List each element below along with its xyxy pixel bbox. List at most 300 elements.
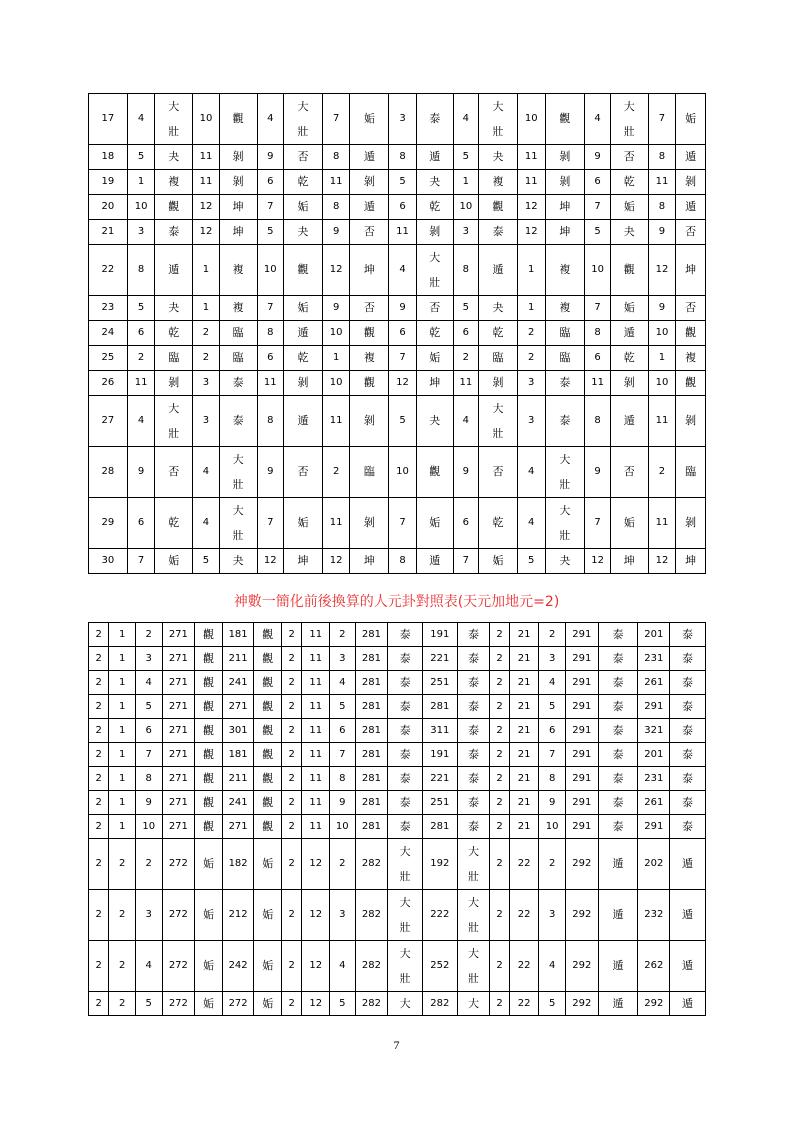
table-cell: 22: [509, 992, 539, 1016]
table-cell: 282: [422, 992, 457, 1016]
table-cell: 281: [422, 815, 457, 839]
hexagram-char: 壯: [168, 125, 180, 138]
table-cell: 11: [302, 695, 330, 719]
table-cell: 否: [416, 296, 453, 321]
table-cell: 11: [302, 743, 330, 767]
table-cell: 4: [453, 396, 479, 447]
table-cell: 8: [585, 396, 611, 447]
table-cell: 23: [89, 296, 128, 321]
table-cell: 泰: [457, 815, 490, 839]
table-cell: 泰: [457, 695, 490, 719]
table-cell: 291: [638, 695, 670, 719]
table-cell: 11: [585, 371, 611, 396]
hexagram-char: 壯: [168, 427, 180, 440]
table-cell: 4: [135, 671, 162, 695]
table-cell: 4: [193, 447, 220, 498]
table-cell: 坤: [284, 549, 323, 574]
table-cell: 乾: [416, 321, 453, 346]
table-cell: 301: [222, 719, 254, 743]
table-cell: 11: [302, 815, 330, 839]
table-cell: 6: [127, 321, 155, 346]
hexagram-char: 壯: [468, 972, 480, 985]
table-cell: 2: [109, 941, 136, 992]
table-cell: 2: [89, 890, 109, 941]
table-cell: 7: [257, 296, 284, 321]
table-cell: 2: [539, 623, 566, 647]
table-cell: 1: [322, 346, 350, 371]
table-cell: 9: [322, 220, 350, 245]
table-cell: [610, 94, 648, 145]
table-cell: 3: [539, 890, 566, 941]
table-cell: 10: [648, 371, 676, 396]
table-cell: 12: [302, 941, 330, 992]
table-cell: 2: [282, 839, 302, 890]
table-cell: 272: [162, 890, 195, 941]
table-cell: 泰: [457, 671, 490, 695]
table-cell: 觀: [254, 791, 282, 815]
table-cell: 姤: [195, 839, 223, 890]
table-cell: 泰: [457, 719, 490, 743]
table-cell: 2: [109, 890, 136, 941]
table-cell: 剝: [284, 371, 323, 396]
table-cell: 1: [109, 743, 136, 767]
table-cell: 坤: [350, 549, 389, 574]
table-cell: 7: [453, 549, 479, 574]
table-cell: 觀: [254, 743, 282, 767]
table-row: [89, 371, 706, 396]
table-cell: 4: [127, 396, 155, 447]
table-cell: 2: [282, 890, 302, 941]
table-cell: 姤: [284, 498, 323, 549]
table-cell: 8: [453, 245, 479, 296]
table-cell: 臨: [350, 447, 389, 498]
hexagram-char: 大: [468, 845, 480, 858]
table-cell: 10: [322, 321, 350, 346]
table-cell: 11: [648, 396, 676, 447]
table-cell: 7: [257, 498, 284, 549]
table-cell: 212: [222, 890, 254, 941]
table-cell: 221: [422, 647, 457, 671]
table-cell: 9: [257, 447, 284, 498]
table-cell: 遁: [610, 396, 648, 447]
table-cell: 10: [127, 195, 155, 220]
table-cell: 291: [565, 791, 598, 815]
table-cell: 21: [509, 815, 539, 839]
table-cell: 21: [509, 791, 539, 815]
table-cell: 泰: [670, 647, 706, 671]
table-cell: 2: [282, 941, 302, 992]
table-cell: 2: [330, 839, 356, 890]
table-cell: 2: [490, 941, 509, 992]
table-cell: 遁: [350, 145, 389, 170]
table-cell: 複: [545, 296, 585, 321]
table-cell: 1: [648, 346, 676, 371]
table-cell: 姤: [610, 195, 648, 220]
table-cell: 21: [509, 623, 539, 647]
table-cell: 22: [89, 245, 128, 296]
table-cell: 泰: [388, 695, 423, 719]
table-cell: 遁: [350, 195, 389, 220]
table-cell: 2: [109, 839, 136, 890]
table-cell: 坤: [350, 245, 389, 296]
table-cell: 泰: [545, 371, 585, 396]
table-cell: 8: [135, 767, 162, 791]
table-cell: 觀: [479, 195, 518, 220]
table-cell: 否: [155, 447, 193, 498]
table-cell: 否: [350, 296, 389, 321]
table-cell: 22: [509, 941, 539, 992]
table-cell: [416, 245, 453, 296]
table-cell: 剝: [545, 145, 585, 170]
table-cell: 剝: [545, 170, 585, 195]
table-cell: 271: [162, 815, 195, 839]
table-cell: 夬: [610, 220, 648, 245]
table-cell: 8: [648, 195, 676, 220]
table-cell: 觀: [676, 321, 706, 346]
table-cell: 12: [389, 371, 417, 396]
table-cell: 21: [509, 671, 539, 695]
table-cell: 1: [109, 815, 136, 839]
table-cell: 否: [284, 145, 323, 170]
table-cell: 2: [490, 839, 509, 890]
table-cell: 觀: [545, 94, 585, 145]
table-cell: 12: [322, 245, 350, 296]
table-cell: 泰: [598, 695, 638, 719]
table-cell: 坤: [545, 195, 585, 220]
table-cell: 泰: [416, 94, 453, 145]
table-cell: 1: [109, 647, 136, 671]
table-cell: 觀: [254, 767, 282, 791]
table-cell: 181: [222, 743, 254, 767]
table-cell: 乾: [610, 170, 648, 195]
hexagram-char: 壯: [559, 529, 571, 542]
table-cell: 4: [517, 447, 545, 498]
table-cell: 241: [222, 671, 254, 695]
table-cell: 臨: [676, 447, 706, 498]
table-cell: [457, 941, 490, 992]
table-cell: 291: [565, 695, 598, 719]
table-cell: 2: [490, 647, 509, 671]
table-cell: 1: [193, 296, 220, 321]
table-cell: 22: [509, 839, 539, 890]
table-cell: 泰: [598, 719, 638, 743]
table-cell: 姤: [195, 992, 223, 1016]
table-cell: 21: [509, 647, 539, 671]
table-cell: 泰: [545, 396, 585, 447]
table-cell: 11: [302, 791, 330, 815]
table-cell: 10: [135, 815, 162, 839]
table-cell: 7: [322, 94, 350, 145]
table-cell: 否: [350, 220, 389, 245]
bottom-table-body: [89, 623, 706, 1016]
table-cell: 3: [330, 890, 356, 941]
table-cell: 夬: [155, 296, 193, 321]
table-cell: 剝: [155, 371, 193, 396]
table-cell: 2: [89, 941, 109, 992]
table-cell: 231: [638, 647, 670, 671]
table-cell: 281: [355, 647, 388, 671]
table-cell: 2: [322, 447, 350, 498]
table-cell: 2: [89, 815, 109, 839]
table-cell: 2: [89, 791, 109, 815]
table-cell: 4: [539, 941, 566, 992]
table-cell: 5: [135, 992, 162, 1016]
table-cell: 乾: [610, 346, 648, 371]
table-cell: 281: [355, 719, 388, 743]
table-cell: 遁: [670, 890, 706, 941]
table-cell: 201: [638, 623, 670, 647]
table-cell: 觀: [284, 245, 323, 296]
hexagram-char: 大: [232, 504, 244, 517]
table-cell: 1: [127, 170, 155, 195]
table-row: [89, 195, 706, 220]
table-cell: 2: [282, 992, 302, 1016]
table-cell: 剝: [676, 170, 706, 195]
table-cell: 271: [222, 815, 254, 839]
table-cell: 姤: [610, 296, 648, 321]
table-cell: 24: [89, 321, 128, 346]
table-cell: 30: [89, 549, 128, 574]
table-row: [89, 170, 706, 195]
table-cell: [155, 94, 193, 145]
table-cell: 8: [257, 321, 284, 346]
table-cell: 2: [282, 623, 302, 647]
table-cell: [155, 396, 193, 447]
hexagram-char: 大: [297, 100, 309, 113]
table-cell: [388, 839, 423, 890]
table-cell: 12: [517, 220, 545, 245]
table-cell: 2: [490, 743, 509, 767]
table-cell: 9: [585, 145, 611, 170]
table-cell: 3: [135, 647, 162, 671]
table-cell: 2: [89, 992, 109, 1016]
table-cell: 2: [89, 719, 109, 743]
table-cell: 7: [539, 743, 566, 767]
table-cell: 觀: [195, 623, 223, 647]
table-cell: 1: [517, 245, 545, 296]
table-cell: 1: [193, 245, 220, 296]
table-cell: 191: [422, 623, 457, 647]
table-cell: 觀: [416, 447, 453, 498]
table-cell: 泰: [388, 815, 423, 839]
table-cell: 10: [539, 815, 566, 839]
table-cell: 3: [517, 396, 545, 447]
table-cell: 8: [539, 767, 566, 791]
table-cell: 11: [302, 767, 330, 791]
table-cell: 281: [355, 767, 388, 791]
table-cell: 2: [648, 447, 676, 498]
table-cell: 2: [282, 767, 302, 791]
table-cell: 12: [517, 195, 545, 220]
table-cell: 221: [422, 767, 457, 791]
table-cell: 2: [282, 791, 302, 815]
table-row: [89, 447, 706, 498]
table-cell: 2: [490, 767, 509, 791]
table-cell: 3: [135, 890, 162, 941]
table-cell: 231: [638, 767, 670, 791]
table-cell: 8: [389, 549, 417, 574]
table-cell: 泰: [388, 743, 423, 767]
table-cell: 2: [282, 671, 302, 695]
hexagram-char: 大: [399, 947, 411, 960]
table-cell: 臨: [479, 346, 518, 371]
table-cell: 坤: [219, 195, 257, 220]
table-cell: 2: [109, 992, 136, 1016]
table-cell: 2: [490, 890, 509, 941]
table-cell: 臨: [545, 346, 585, 371]
table-cell: 4: [257, 94, 284, 145]
table-cell: 觀: [195, 719, 223, 743]
table-cell: 1: [453, 170, 479, 195]
table-cell: 6: [257, 170, 284, 195]
table-cell: 否: [610, 447, 648, 498]
table-cell: 姤: [155, 549, 193, 574]
table-cell: 291: [565, 719, 598, 743]
table-cell: 遁: [676, 145, 706, 170]
table-cell: 2: [490, 671, 509, 695]
table-cell: 321: [638, 719, 670, 743]
table-cell: 251: [422, 671, 457, 695]
table-cell: 2: [517, 346, 545, 371]
table-cell: 觀: [195, 743, 223, 767]
table-cell: 觀: [254, 623, 282, 647]
table-cell: 21: [509, 719, 539, 743]
table-cell: 311: [422, 719, 457, 743]
top-table-body: [89, 94, 706, 574]
table-cell: 10: [193, 94, 220, 145]
table-cell: [479, 396, 518, 447]
table-cell: 觀: [254, 719, 282, 743]
table-cell: 11: [302, 647, 330, 671]
table-cell: 21: [89, 220, 128, 245]
table-cell: [388, 941, 423, 992]
table-cell: 11: [322, 396, 350, 447]
table-cell: 2: [490, 623, 509, 647]
hexagram-char: 大: [168, 402, 180, 415]
table-cell: 否: [610, 145, 648, 170]
table-cell: 遁: [670, 941, 706, 992]
table-cell: 2: [193, 346, 220, 371]
table-cell: 3: [193, 396, 220, 447]
table-cell: 271: [162, 671, 195, 695]
table-cell: 272: [222, 992, 254, 1016]
table-cell: 觀: [195, 647, 223, 671]
table-cell: 11: [302, 719, 330, 743]
table-cell: 臨: [545, 321, 585, 346]
table-cell: 272: [162, 839, 195, 890]
table-cell: 7: [389, 498, 417, 549]
table-cell: 11: [648, 170, 676, 195]
table-cell: 觀: [350, 321, 389, 346]
table-cell: 3: [539, 647, 566, 671]
table-cell: 遁: [416, 549, 453, 574]
table-cell: 5: [389, 396, 417, 447]
table-cell: 臨: [219, 321, 257, 346]
table-cell: 夬: [284, 220, 323, 245]
hexagram-char: 壯: [429, 276, 441, 289]
table-row: [89, 839, 706, 890]
table-cell: 4: [389, 245, 417, 296]
table-cell: 2: [135, 623, 162, 647]
table-cell: 292: [565, 890, 598, 941]
table-cell: 泰: [670, 719, 706, 743]
table-cell: 夬: [416, 170, 453, 195]
table-cell: 遁: [416, 145, 453, 170]
table-cell: 泰: [388, 719, 423, 743]
table-cell: 泰: [670, 815, 706, 839]
table-row: [89, 549, 706, 574]
table-cell: 遁: [598, 839, 638, 890]
table-cell: 20: [89, 195, 128, 220]
table-cell: 2: [127, 346, 155, 371]
table-cell: 泰: [457, 791, 490, 815]
table-cell: 8: [127, 245, 155, 296]
table-cell: 261: [638, 791, 670, 815]
table-cell: 剝: [416, 220, 453, 245]
hexagram-char: 大: [468, 896, 480, 909]
table-cell: 3: [330, 647, 356, 671]
table-row: [89, 941, 706, 992]
table-cell: 282: [355, 839, 388, 890]
hexagram-char: 大: [168, 100, 180, 113]
table-cell: 4: [330, 671, 356, 695]
hexagram-char: 壯: [468, 921, 480, 934]
table-row: [89, 94, 706, 145]
table-row: [89, 296, 706, 321]
table-cell: 遁: [670, 992, 706, 1016]
hexagram-char: 大: [492, 100, 504, 113]
table-cell: 27: [89, 396, 128, 447]
table-cell: 211: [222, 767, 254, 791]
table-cell: 泰: [598, 623, 638, 647]
table-cell: 2: [490, 791, 509, 815]
table-cell: [545, 447, 585, 498]
table-cell: 271: [162, 647, 195, 671]
table-cell: 3: [389, 94, 417, 145]
table-cell: 大: [388, 992, 423, 1016]
table-cell: 2: [89, 695, 109, 719]
hexagram-char: 大: [492, 402, 504, 415]
table-cell: [219, 498, 257, 549]
table-cell: 242: [222, 941, 254, 992]
table-cell: 291: [565, 815, 598, 839]
table-cell: 8: [585, 321, 611, 346]
table-cell: 9: [648, 220, 676, 245]
table-row: [89, 220, 706, 245]
table-cell: 28: [89, 447, 128, 498]
table-cell: 乾: [416, 195, 453, 220]
table-cell: 292: [565, 941, 598, 992]
table-cell: 姤: [195, 941, 223, 992]
table-cell: 姤: [350, 94, 389, 145]
table-cell: 夬: [479, 145, 518, 170]
table-cell: 241: [222, 791, 254, 815]
table-row: [89, 791, 706, 815]
table-cell: 10: [585, 245, 611, 296]
table-row: [89, 695, 706, 719]
table-cell: 8: [648, 145, 676, 170]
table-cell: 191: [422, 743, 457, 767]
table-cell: 姤: [254, 992, 282, 1016]
hexagram-char: 壯: [399, 972, 411, 985]
table-row: [89, 719, 706, 743]
table-cell: 12: [302, 839, 330, 890]
table-cell: 5: [389, 170, 417, 195]
table-cell: 271: [162, 767, 195, 791]
table-cell: 271: [162, 623, 195, 647]
table-cell: 剝: [676, 498, 706, 549]
table-cell: 2: [89, 671, 109, 695]
